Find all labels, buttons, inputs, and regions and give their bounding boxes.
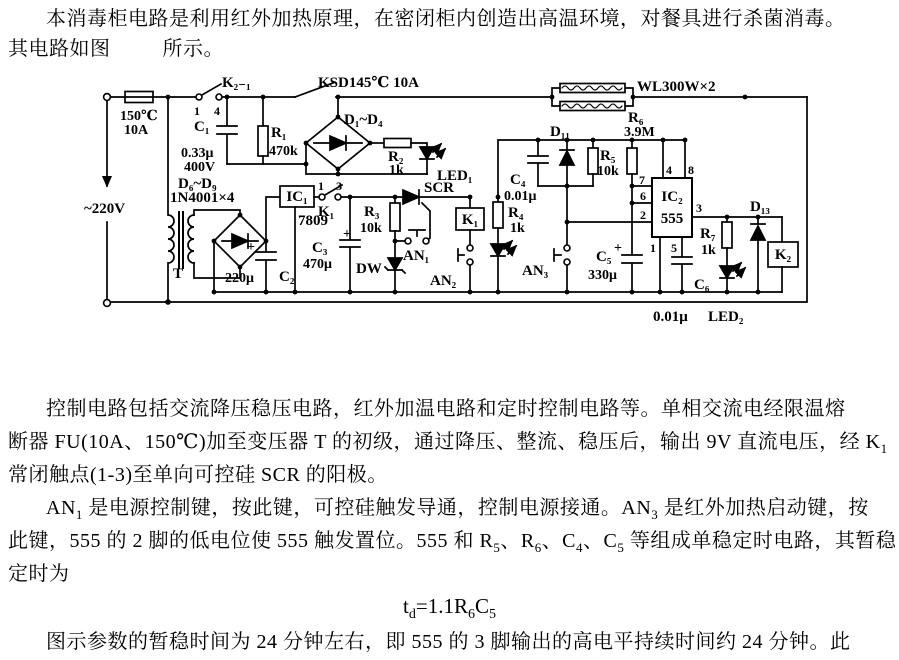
para3-line-2: 此键，555 的 2 脚的低电位使 555 触发置位。555 和 $R_5$、$R_6$、$C_4$、$C_5$ 等组成单稳定时电路，其暂稳: [8, 530, 897, 555]
label-c5: C₅: [596, 249, 612, 265]
label-c1: C₁: [194, 119, 210, 135]
label-k21-contact4: 4: [214, 104, 220, 118]
label-heater: WL300W×2: [637, 79, 716, 95]
label-c4: C₄: [510, 172, 526, 188]
label-c5-value: 330μ: [588, 268, 617, 283]
label-pin7: 7: [639, 173, 645, 187]
label-pin2: 2: [640, 208, 646, 222]
label-d11: D₁₁: [550, 124, 570, 140]
label-c3-value: 470μ: [303, 257, 332, 272]
label-ic2: IC₂: [661, 189, 683, 205]
label-r1: R₁: [271, 125, 287, 141]
label-ic2-type: 555: [660, 211, 684, 227]
label-r2: R₂: [388, 149, 404, 165]
label-scr: SCR: [424, 180, 455, 196]
label-pin5: 5: [671, 241, 677, 255]
label-d6-d9-type: 1N4001×4: [170, 190, 235, 206]
label-r2-value: 1k: [389, 163, 404, 178]
label-r3: R₃: [364, 204, 380, 220]
label-k1-contact3: 3: [336, 179, 342, 193]
intro-line-1: 本消毒柜电路是利用红外加热原理，在密闭柜内创造出高温环境，对餐具进行杀菌消毒。: [46, 8, 846, 30]
label-source: ~220V: [84, 201, 126, 217]
label-r5: R₅: [600, 148, 616, 164]
label-dw-zener: DW: [356, 261, 382, 277]
label-led1: LED₁: [437, 168, 473, 184]
label-d13: D₁₃: [750, 199, 770, 215]
label-k21-contact1: 1: [194, 104, 200, 118]
label-c2: C₂: [279, 269, 295, 285]
label-d1-d4: D₁~D₄: [344, 112, 383, 128]
timing-formula: $t_d=1.1R_6C_5$: [403, 594, 496, 623]
label-ksd-thermostat: KSD145℃ 10A: [318, 75, 419, 91]
label-an1: AN₁: [403, 248, 430, 264]
para3-line-3: 定时为: [8, 563, 70, 585]
para3-line-1: $AN_1$ 是电源控制键，按此键，可控硅触发导通，控制电源接通。$AN_3$ 是红外加热启动键，按: [46, 497, 869, 522]
label-k1-contact1: 1: [318, 179, 324, 193]
label-c2-value: 220μ: [225, 271, 254, 286]
label-caption-c6-value: 0.01μ: [653, 309, 688, 325]
label-fuse-temp: 150℃: [120, 109, 158, 124]
label-transformer: T: [173, 266, 184, 282]
label-c4-value: 0.01μ: [504, 189, 537, 204]
label-k21-switch: K₂₋₁: [222, 75, 251, 91]
label-r7-value: 1k: [701, 243, 716, 258]
label-pin8: 8: [688, 163, 694, 177]
label-r4: R₄: [508, 205, 524, 221]
label-r3-value: 10k: [360, 221, 382, 236]
label-c6: C₆: [694, 277, 710, 293]
para2-line-2: 断器 FU(10A、150℃)加至变压器 T 的初级，通过降压、整流、稳压后，输出 9V 直流电压，经 $K_1$: [8, 431, 888, 456]
intro-line2-post: 所示。: [162, 38, 224, 60]
label-pin6: 6: [640, 189, 646, 203]
label-ic1-type: 7809: [298, 213, 328, 229]
label-fuse-current: 10A: [124, 123, 149, 138]
label-an3: AN₃: [522, 263, 549, 279]
label-ic1: IC₁: [286, 189, 308, 205]
label-pin1: 1: [650, 241, 656, 255]
label-c1-value: 0.33μ: [181, 146, 214, 161]
para4-line-1: 图示参数的暂稳时间为 24 分钟左右，即 555 的 3 脚输出的高电平持续时间约 24 分钟。此: [46, 631, 851, 653]
para2-line-3: 常闭触点(1-3)至单向可控硅 SCR 的阳极。: [8, 464, 388, 486]
label-an2: AN₂: [430, 273, 457, 289]
label-r7: R₇: [700, 226, 716, 242]
label-c5-plus: +: [614, 241, 622, 256]
label-r1-value: 470k: [269, 144, 298, 159]
label-pin3: 3: [696, 201, 702, 215]
label-k1-coil: K₁: [461, 212, 479, 228]
label-r6: R₆: [628, 110, 644, 126]
label-r6-value: 3.9M: [624, 125, 655, 140]
label-caption-led2: LED₂: [708, 309, 744, 325]
para2-line-1: 控制电路包括交流降压稳压电路，红外加温电路和定时控制电路等。单相交流电经限温熔: [46, 398, 846, 420]
label-k2-coil: K₂: [774, 247, 792, 263]
label-c3-plus: +: [343, 227, 351, 242]
label-c1-voltage: 400V: [184, 160, 216, 175]
label-c3: C₃: [312, 240, 328, 256]
intro-line2-pre: 其电路如图: [8, 38, 111, 60]
label-r4-value: 1k: [510, 221, 525, 236]
label-pin4: 4: [666, 163, 672, 177]
label-k1-switch: K₁: [318, 204, 335, 220]
label-c2-plus: +: [247, 240, 255, 255]
label-r5-value: 10k: [597, 164, 619, 179]
label-d6-d9: D₆~D₉: [178, 176, 217, 192]
